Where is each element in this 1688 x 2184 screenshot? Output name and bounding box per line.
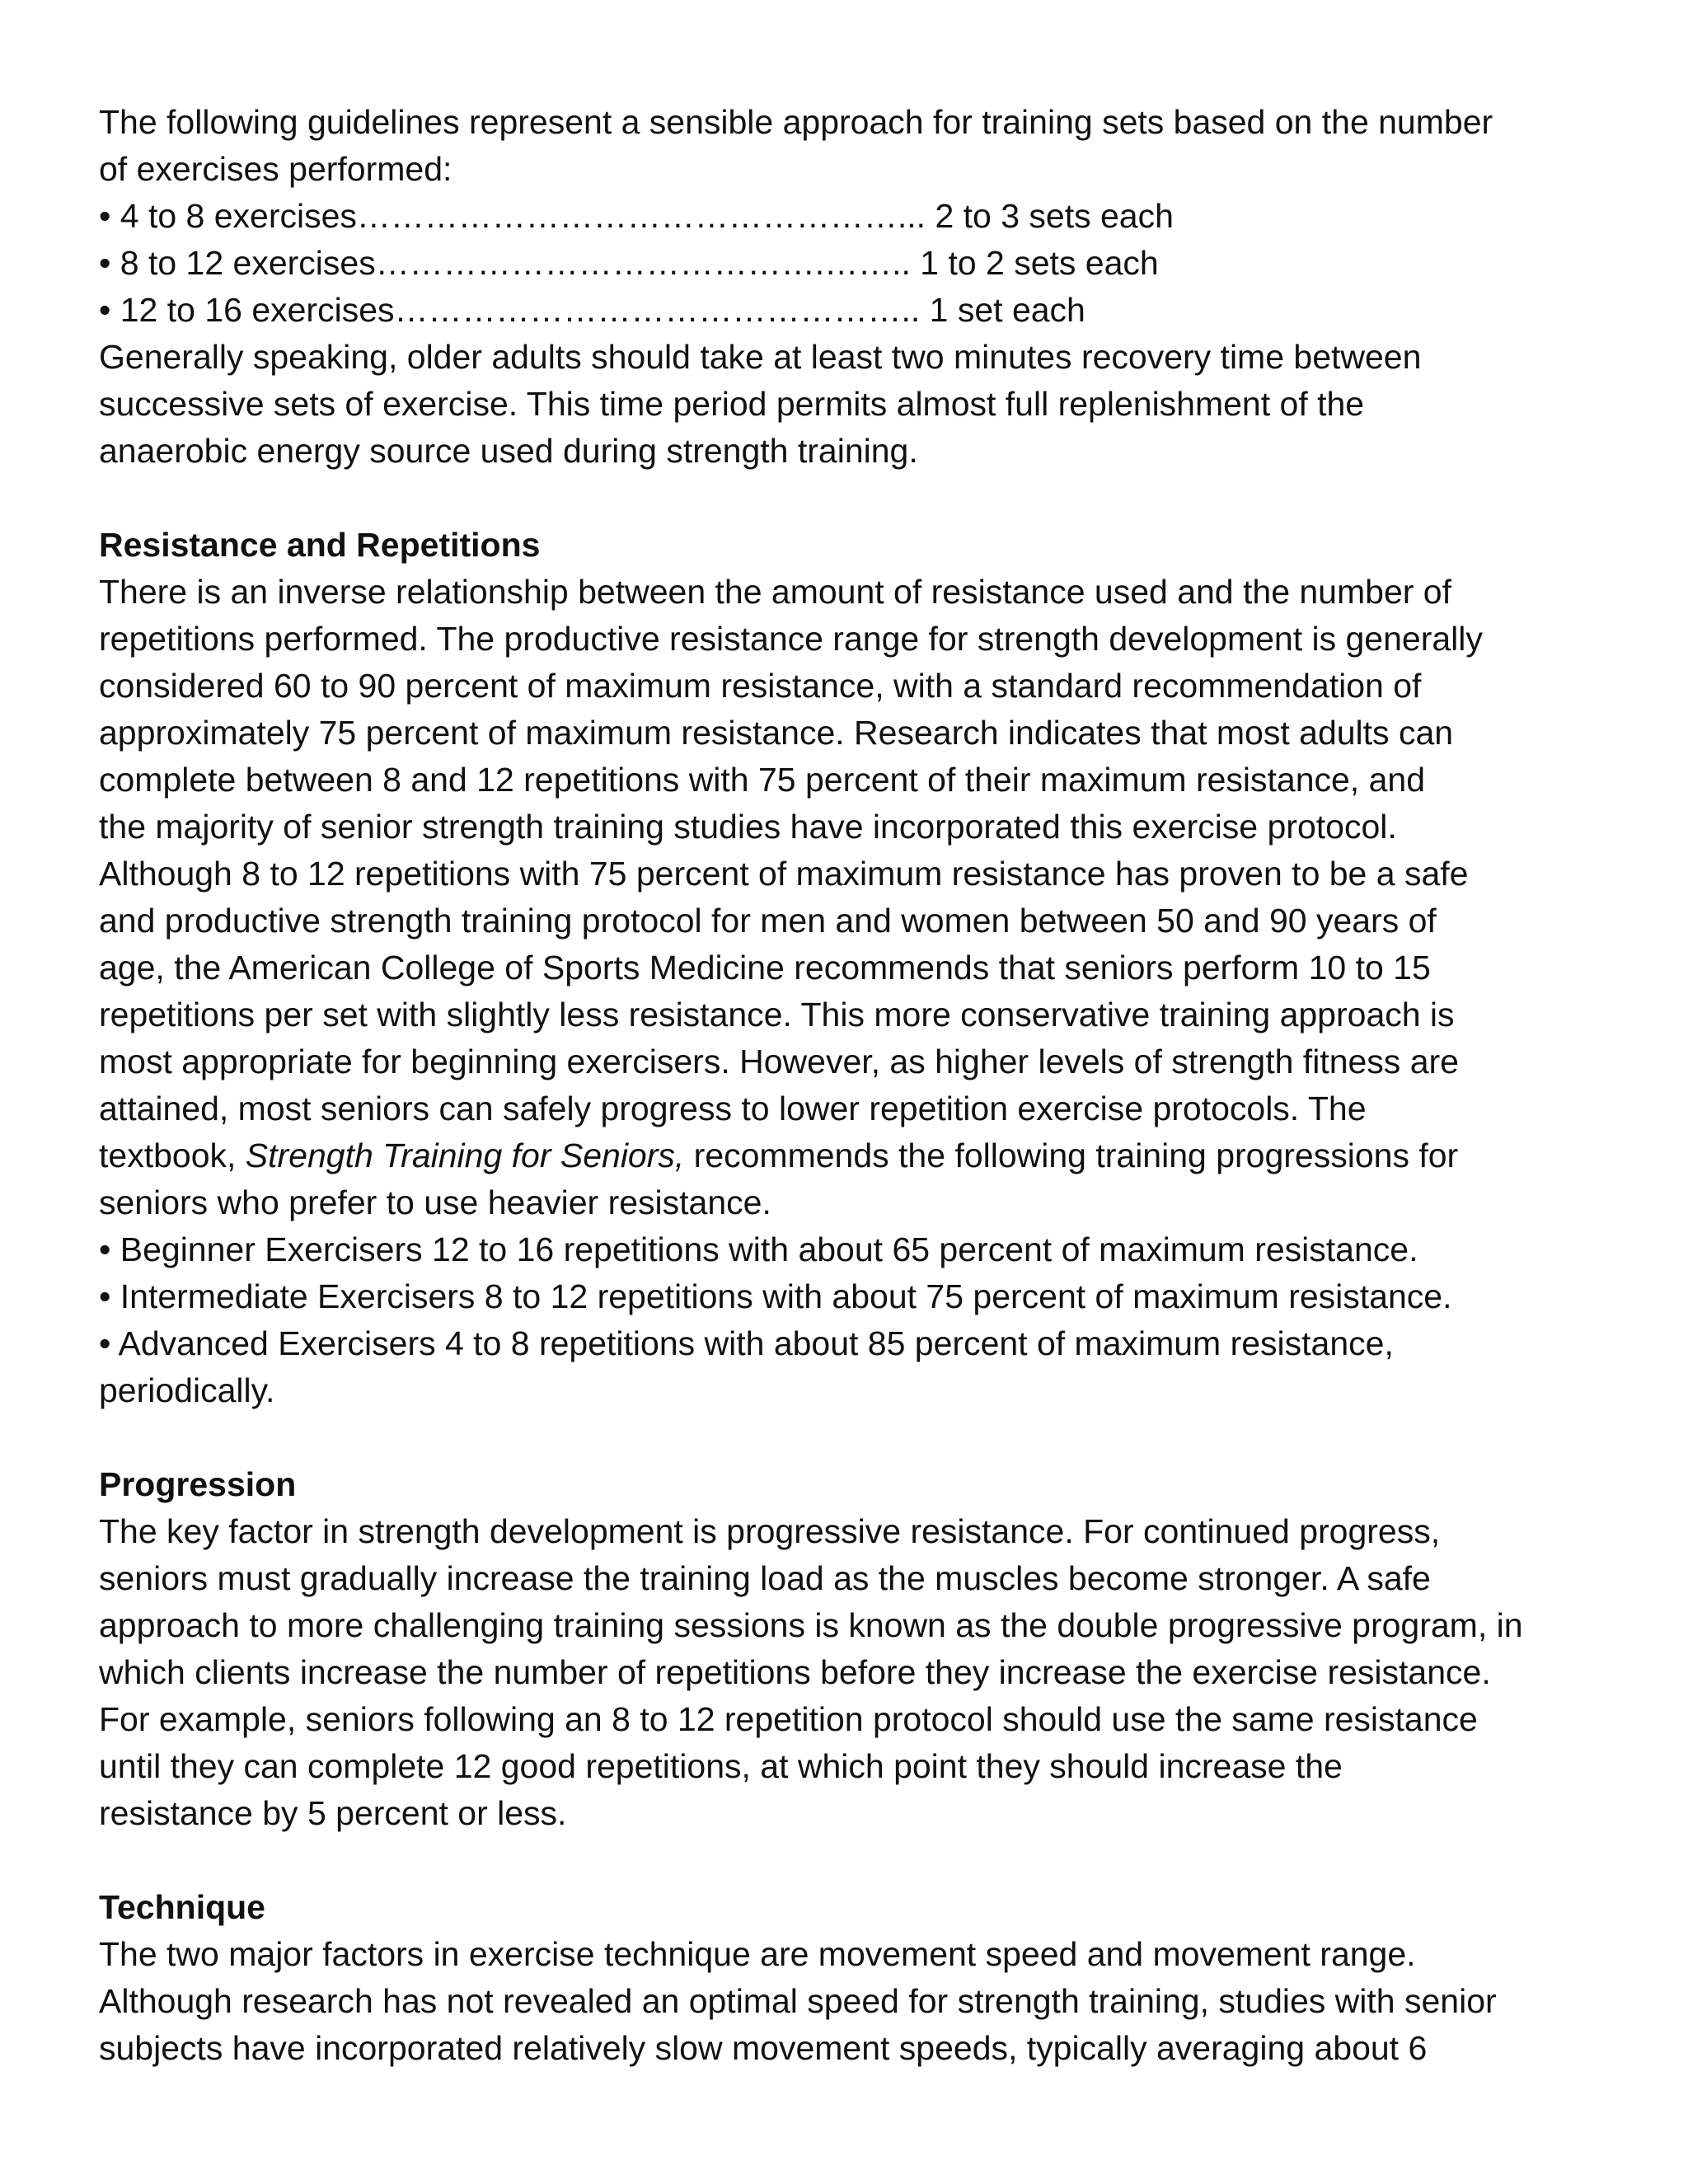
body-text-line-textbook — [99, 1132, 1607, 1179]
body-text-line: periodically. — [99, 1371, 275, 1409]
textbook-title: Strength Training for Seniors, — [245, 1137, 685, 1174]
paragraph-spacer — [99, 1837, 1607, 1884]
body-text-line: seniors who prefer to use heavier resistance. — [99, 1183, 771, 1221]
body-text-line: repetitions performed. The productive resistance range for strength development is generally — [99, 620, 1483, 658]
textbook-suffix: recommends the following training progressions for — [684, 1137, 1459, 1174]
paragraph-spacer — [99, 1414, 1607, 1461]
progression-level-bullet: • Beginner Exercisers 12 to 16 repetitions with about 65 percent of maximum resistance. — [99, 1230, 1418, 1268]
body-text-line: approach to more challenging training sessions is known as the double progressive program, in — [99, 1606, 1523, 1644]
body-text-line: There is an inverse relationship between the amount of resistance used and the number of — [99, 573, 1451, 611]
body-text-line: repetitions per set with slightly less resistance. This more conservative training approach is — [99, 996, 1455, 1033]
paragraph-spacer — [99, 475, 1607, 522]
body-text-line: The key factor in strength development is progressive resistance. For continued progress, — [99, 1512, 1441, 1550]
body-text-line: the majority of senior strength training studies have incorporated this exercise protocol. — [99, 808, 1397, 846]
sets-guideline-bullet: • 8 to 12 exercises………………………………….…….. 1 to 2 sets each — [99, 244, 1159, 282]
body-text-line: which clients increase the number of repetitions before they increase the exercise resistance. — [99, 1653, 1491, 1691]
body-text-line: attained, most seniors can safely progress to lower repetition exercise protocols. The — [99, 1090, 1367, 1127]
body-text-line: approximately 75 percent of maximum resistance. Research indicates that most adults can — [99, 714, 1454, 752]
body-text-line: For example, seniors following an 8 to 12 repetition protocol should use the same resistance — [99, 1700, 1478, 1738]
body-text-line: resistance by 5 percent or less. — [99, 1794, 567, 1832]
progression-level-bullet: • Intermediate Exercisers 8 to 12 repetitions with about 75 percent of maximum resistance. — [99, 1277, 1452, 1315]
document-page — [99, 99, 1607, 2072]
body-text-line: and productive strength training protocol for men and women between 50 and 90 years of — [99, 902, 1437, 940]
sets-guideline-bullet: • 12 to 16 exercises……………………………………….. 1 set each — [99, 291, 1085, 329]
textbook-prefix: textbook, — [99, 1137, 246, 1174]
section-heading-resistance: Resistance and Repetitions — [99, 526, 541, 564]
body-text-line: of exercises performed: — [99, 150, 452, 188]
body-text-line: Although research has not revealed an optimal speed for strength training, studies with senior — [99, 1982, 1497, 2020]
body-text-line: successive sets of exercise. This time period permits almost full replenishment of the — [99, 385, 1365, 423]
body-text-line: subjects have incorporated relatively slow movement speeds, typically averaging about 6 — [99, 2029, 1428, 2067]
body-text-line: The two major factors in exercise technique are movement speed and movement range. — [99, 1935, 1416, 1973]
body-text-line: most appropriate for beginning exercisers. However, as higher levels of strength fitness are — [99, 1043, 1459, 1080]
body-text-line: Generally speaking, older adults should take at least two minutes recovery time between — [99, 338, 1422, 376]
body-text-line: anaerobic energy source used during strength training. — [99, 432, 918, 470]
body-text-line: Although 8 to 12 repetitions with 75 percent of maximum resistance has proven to be a safe — [99, 855, 1469, 893]
body-text-line: age, the American College of Sports Medicine recommends that seniors perform 10 to 15 — [99, 949, 1431, 987]
body-text-line: complete between 8 and 12 repetitions with 75 percent of their maximum resistance, and — [99, 761, 1425, 799]
section-heading-progression: Progression — [99, 1465, 297, 1503]
body-text-line: considered 60 to 90 percent of maximum resistance, with a standard recommendation of — [99, 667, 1422, 705]
body-text-line: seniors must gradually increase the training load as the muscles become stronger. A safe — [99, 1559, 1431, 1597]
sets-guideline-bullet: • 4 to 8 exercises…………………………………………... 2 to 3 sets each — [99, 197, 1174, 235]
body-text-line: until they can complete 12 good repetitions, at which point they should increase the — [99, 1747, 1343, 1785]
body-text-line: The following guidelines represent a sensible approach for training sets based on the number — [99, 103, 1493, 141]
section-heading-technique: Technique — [99, 1888, 265, 1926]
progression-level-bullet: • Advanced Exercisers 4 to 8 repetitions with about 85 percent of maximum resistance, — [99, 1324, 1394, 1362]
